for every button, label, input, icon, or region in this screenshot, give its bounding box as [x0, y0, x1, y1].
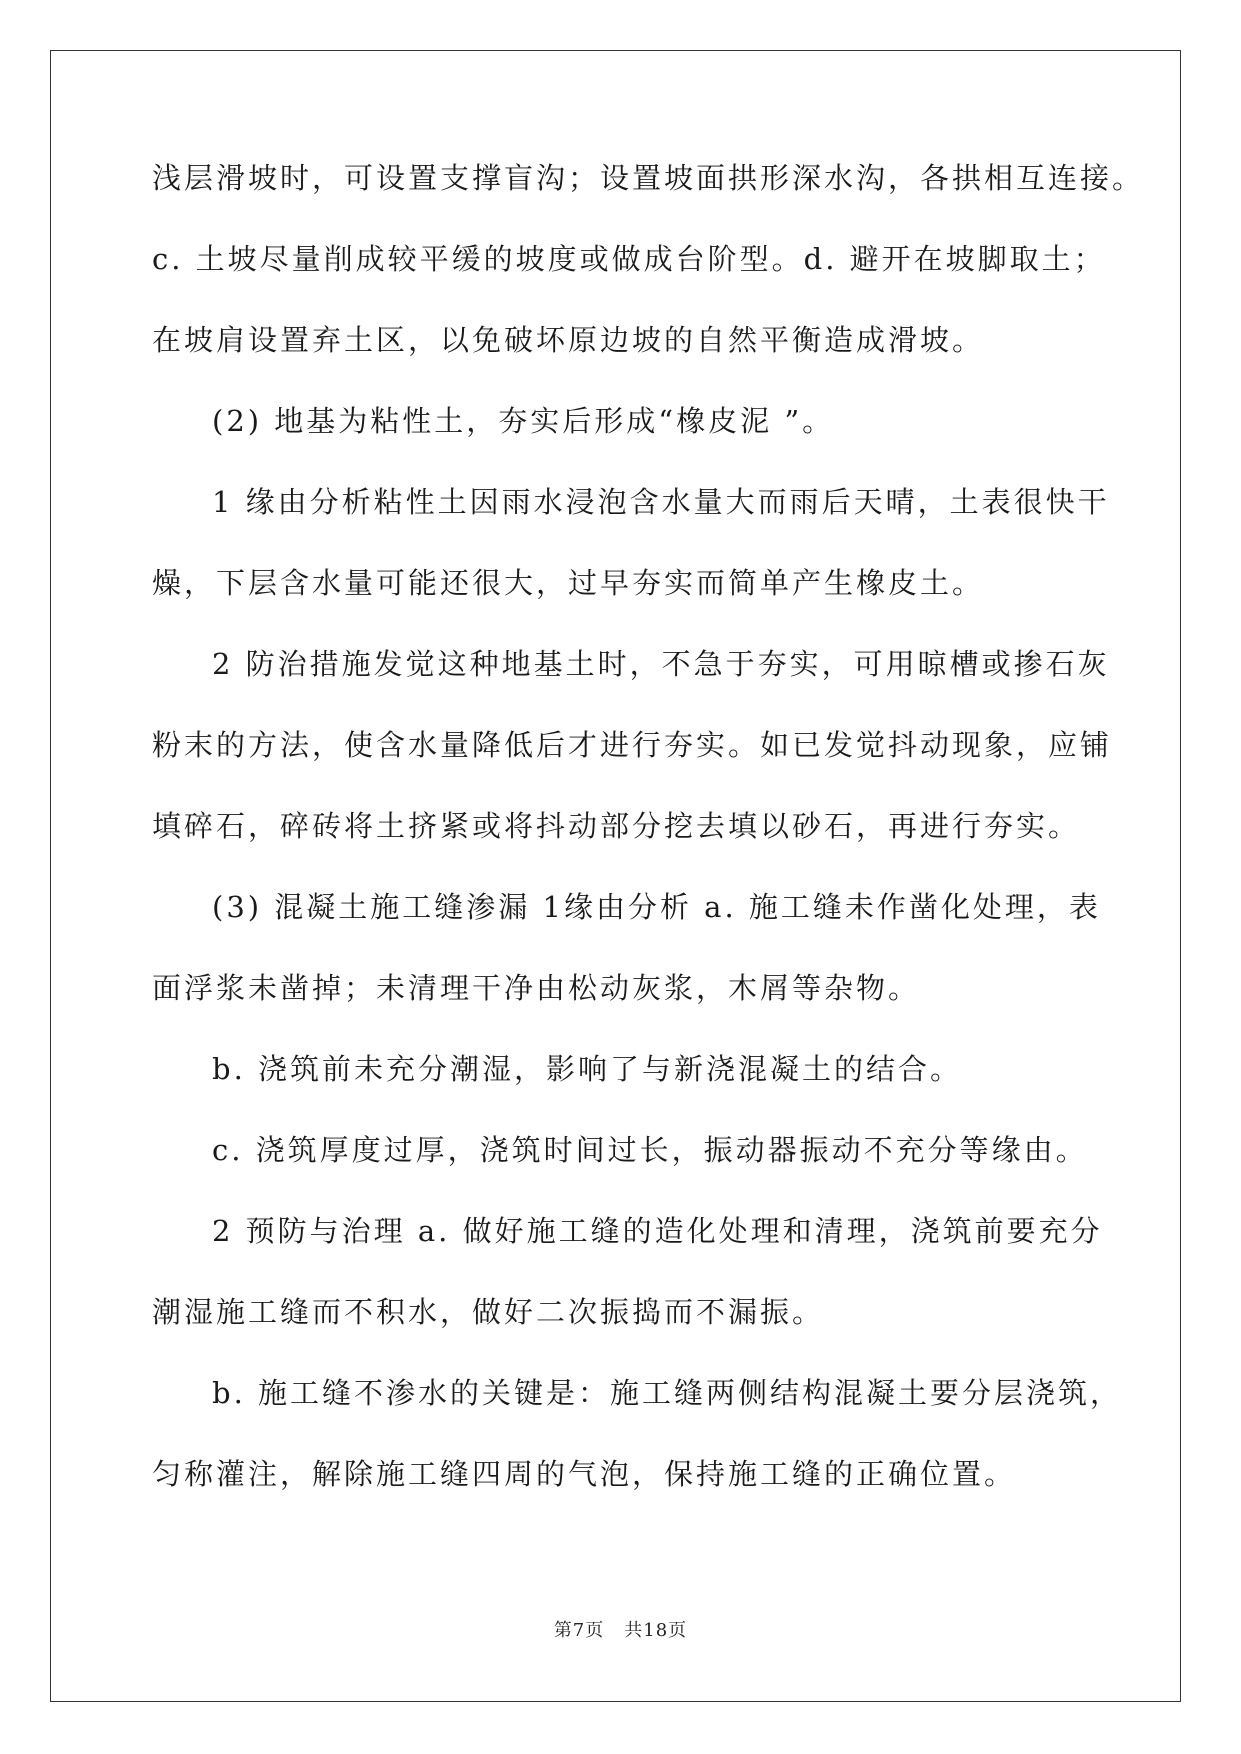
text-line: 燥，下层含水量可能还很大，过早夯实而简单产生橡皮土。	[152, 566, 985, 600]
text-line: 匀称灌注，解除施工缝四周的气泡，保持施工缝的正确位置。	[152, 1457, 1017, 1491]
text-line: 2 预防与治理 a. 做好施工缝的造化处理和清理，浇筑前要充分	[212, 1214, 1103, 1248]
text-line: c. 浇筑厚度过厚，浇筑时间过长，振动器振动不充分等缘由。	[212, 1133, 1088, 1167]
page-total: 共18页	[624, 1620, 688, 1641]
page-number: 第7页	[553, 1620, 605, 1641]
document-body	[152, 160, 1145, 1537]
text-line: 填碎石，碎砖将土挤紧或将抖动部分挖去填以砂石，再进行夯实。	[152, 809, 1081, 843]
text-line: b. 施工缝不渗水的关键是：施工缝两侧结构混凝土要分层浇筑，	[212, 1376, 1123, 1410]
text-line: 在坡肩设置弃土区，以免破坏原边坡的自然平衡造成滑坡。	[152, 323, 985, 357]
page-footer	[0, 1616, 1241, 1642]
text-line: 潮湿施工缝而不积水，做好二次振捣而不漏振。	[152, 1295, 825, 1329]
text-line: c. 土坡尽量削成较平缓的坡度或做成台阶型。d. 避开在坡脚取土；	[152, 242, 1106, 276]
text-line: 浅层滑坡时，可设置支撑盲沟；设置坡面拱形深水沟，各拱相互连接。	[152, 161, 1145, 195]
text-line: 面浮浆未凿掉；未清理干净由松动灰浆，木屑等杂物。	[152, 971, 921, 1005]
text-line: (2) 地基为粘性土，夯实后形成“橡皮泥 ”。	[212, 404, 835, 438]
text-line: (3) 混凝土施工缝渗漏 1缘由分析 a. 施工缝未作凿化处理，表	[212, 890, 1101, 924]
text-line: 2 防治措施发觉这种地基土时，不急于夯实，可用晾槽或掺石灰	[212, 647, 1110, 681]
text-line: 1 缘由分析粘性土因雨水浸泡含水量大而雨后天晴，土表很快干	[212, 485, 1110, 519]
text-line: 粉末的方法，使含水量降低后才进行夯实。如已发觉抖动现象，应铺	[152, 728, 1113, 762]
text-line: b. 浇筑前未充分潮湿，影响了与新浇混凝土的结合。	[212, 1052, 963, 1086]
